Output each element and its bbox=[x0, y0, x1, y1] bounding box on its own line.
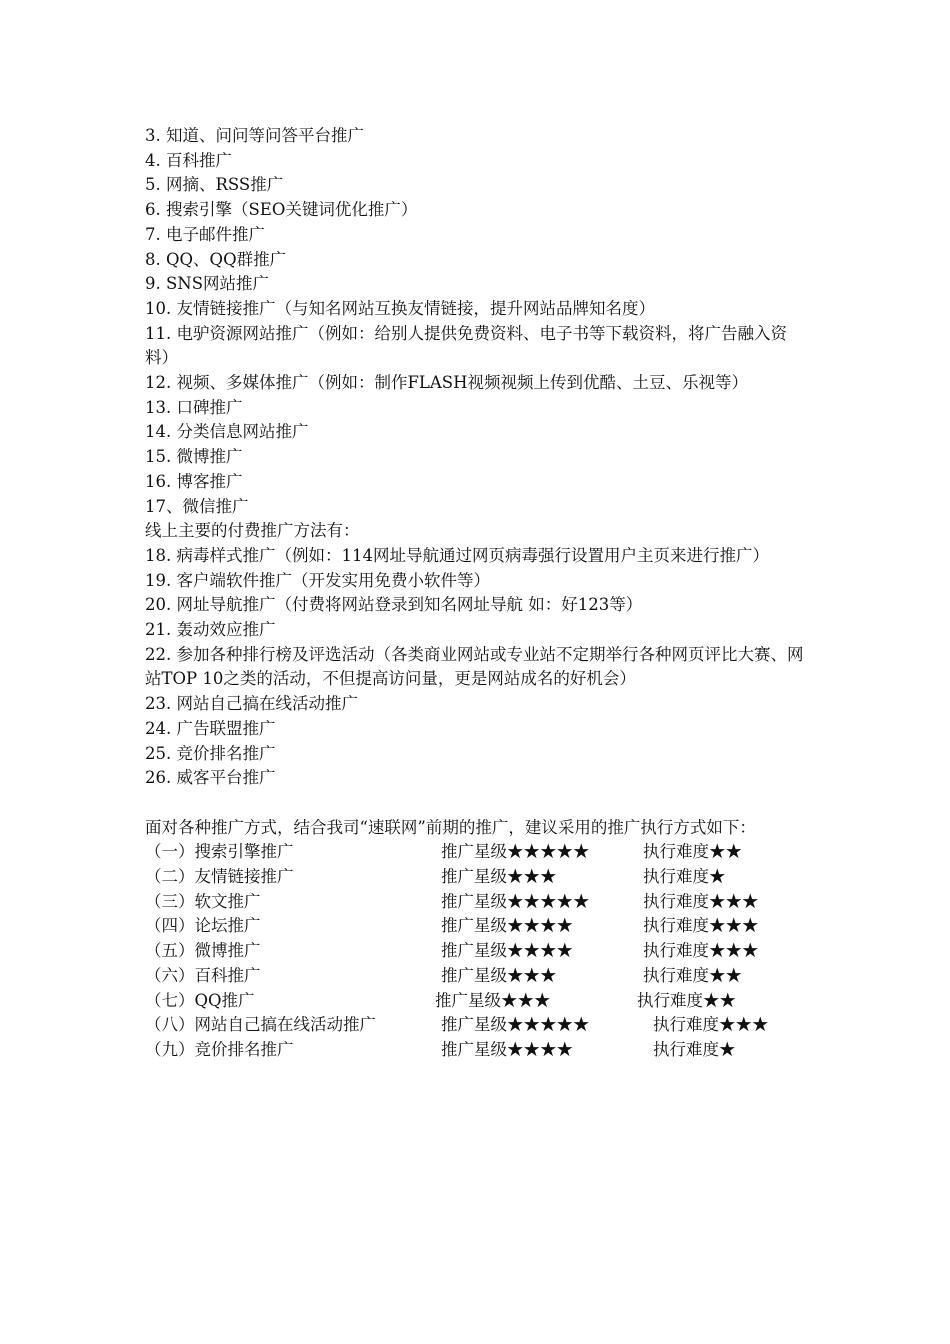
plan-difficulty: 执行难度★★★ bbox=[643, 916, 759, 936]
plan-rating: 推广星级★★★★ bbox=[441, 916, 573, 936]
plan-difficulty: 执行难度★ bbox=[643, 867, 726, 887]
plan-rating: 推广星级★★★★★ bbox=[441, 891, 590, 911]
plan-name: （一）搜索引擎推广 bbox=[145, 842, 294, 862]
list-item: 21. 轰动效应推广 bbox=[145, 620, 276, 640]
list-item: 16. 博客推广 bbox=[145, 471, 243, 491]
plan-name: （二）友情链接推广 bbox=[145, 867, 294, 887]
list-item: 26. 威客平台推广 bbox=[145, 768, 276, 788]
plan-name: （六）百科推广 bbox=[145, 965, 261, 985]
plan-difficulty: 执行难度★★ bbox=[643, 842, 742, 862]
plan-name: （三）软文推广 bbox=[145, 891, 261, 911]
list-item: 13. 口碑推广 bbox=[145, 397, 243, 417]
plan-difficulty: 执行难度★ bbox=[653, 1039, 736, 1059]
plan-row bbox=[145, 865, 810, 890]
plan-table bbox=[145, 840, 810, 1062]
plan-row bbox=[145, 890, 810, 915]
list-item: 19. 客户端软件推广（开发实用免费小软件等） bbox=[145, 570, 490, 590]
document-body bbox=[145, 124, 810, 1063]
plan-row bbox=[145, 840, 810, 865]
list-item: 15. 微博推广 bbox=[145, 447, 243, 467]
plan-row bbox=[145, 989, 810, 1014]
list-item: 9. SNS网站推广 bbox=[145, 274, 270, 294]
plan-row bbox=[145, 914, 810, 939]
plan-row bbox=[145, 1038, 810, 1063]
list-item: 24. 广告联盟推广 bbox=[145, 718, 276, 738]
list-item: 25. 竞价排名推广 bbox=[145, 743, 276, 763]
plan-difficulty: 执行难度★★ bbox=[637, 990, 736, 1010]
list-item: 6. 搜索引擎（SEO关键词优化推广） bbox=[145, 200, 418, 220]
plan-row bbox=[145, 1013, 810, 1038]
plan-rating: 推广星级★★★★ bbox=[441, 941, 573, 961]
plan-rating: 推广星级★★★ bbox=[435, 990, 551, 1010]
list-item: 11. 电驴资源网站推广（例如：给别人提供免费资料、电子书等下载资料，将广告融入资料） bbox=[145, 323, 787, 368]
section-heading: 线上主要的付费推广方法有： bbox=[145, 521, 360, 541]
plan-rating: 推广星级★★★★★ bbox=[441, 842, 590, 862]
list-item: 10. 友情链接推广（与知名网站互换友情链接，提升网站品牌知名度） bbox=[145, 298, 655, 318]
plan-row bbox=[145, 939, 810, 964]
plan-difficulty: 执行难度★★ bbox=[643, 965, 742, 985]
list-item: 22. 参加各种排行榜及评选活动（各类商业网站或专业站不定期举行各种网页评比大赛、网站TOP 10之类的活动，不但提高访问量，更是网站成名的好机会） bbox=[145, 644, 804, 689]
summary-paragraph: 面对各种推广方式，结合我司“速联网”前期的推广，建议采用的推广执行方式如下： bbox=[145, 817, 756, 837]
list-item: 12. 视频、多媒体推广（例如：制作FLASH视频视频上传到优酷、土豆、乐视等） bbox=[145, 373, 748, 393]
plan-name: （四）论坛推广 bbox=[145, 916, 261, 936]
list-item: 23. 网站自己搞在线活动推广 bbox=[145, 694, 358, 714]
paragraph-spacer bbox=[145, 791, 810, 816]
list-item: 4. 百科推广 bbox=[145, 150, 232, 170]
plan-rating: 推广星级★★★★★ bbox=[441, 1015, 590, 1035]
plan-name: （九）竞价排名推广 bbox=[145, 1039, 294, 1059]
plan-rating: 推广星级★★★ bbox=[441, 867, 557, 887]
list-item: 14. 分类信息网站推广 bbox=[145, 422, 309, 442]
plan-rating: 推广星级★★★★ bbox=[441, 1039, 573, 1059]
plan-difficulty: 执行难度★★★ bbox=[643, 941, 759, 961]
plan-name: （五）微博推广 bbox=[145, 941, 261, 961]
list-item: 3. 知道、问问等问答平台推广 bbox=[145, 126, 364, 145]
list-item: 17、微信推广 bbox=[145, 496, 249, 516]
plan-row bbox=[145, 964, 810, 989]
plan-rating: 推广星级★★★ bbox=[441, 965, 557, 985]
list-item: 18. 病毒样式推广（例如：114网址导航通过网页病毒强行设置用户主页来进行推广） bbox=[145, 545, 769, 565]
list-item: 7. 电子邮件推广 bbox=[145, 224, 265, 244]
plan-difficulty: 执行难度★★★ bbox=[653, 1015, 769, 1035]
list-item: 20. 网址导航推广（付费将网站登录到知名网址导航 如：好123等） bbox=[145, 595, 643, 615]
list-item: 8. QQ、QQ群推广 bbox=[145, 249, 287, 269]
plan-name: （七）QQ推广 bbox=[145, 990, 255, 1010]
plan-name: （八）网站自己搞在线活动推广 bbox=[145, 1015, 376, 1035]
plan-difficulty: 执行难度★★★ bbox=[643, 891, 759, 911]
list-item: 5. 网摘、RSS推广 bbox=[145, 175, 284, 195]
